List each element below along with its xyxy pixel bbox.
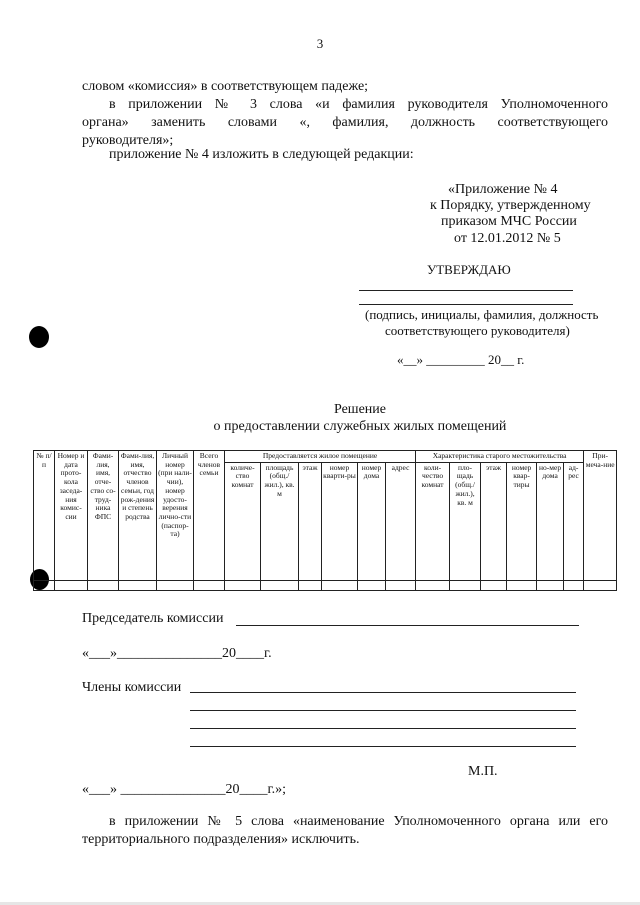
appendix-line-3: приказом МЧС России	[441, 214, 577, 229]
chairman-label: Председатель комиссии	[82, 611, 224, 626]
closing-line-1: в приложении № 5 слова «наименование Уполномоченного органа или его	[109, 814, 608, 829]
col-header-protocol: Номер и дата прото-кола заседа-ния комис-сии	[55, 451, 88, 581]
decision-title: Решение	[333, 402, 386, 417]
page-number: 3	[316, 36, 324, 51]
intro-line-5: приложение № 4 изложить в следующей редакции:	[109, 147, 414, 162]
col-header-family-total: Всего членов семьи	[194, 451, 225, 581]
intro-line-4: руководителя»;	[82, 133, 174, 148]
intro-line-3: органа» заменить словами «, фамилия, должность соответствующего	[82, 115, 608, 130]
col-header-old-area: пло-щадь (общ./ жил.), кв. м	[450, 462, 481, 580]
group-header-new-housing: Предоставляется жилое помещение	[225, 451, 416, 463]
intro-line-2: в приложении № 3 слова «и фамилия руководителя Уполномоченного	[109, 97, 608, 112]
signature-line-2	[359, 304, 573, 305]
decision-subtitle: о предоставлении служебных жилых помещений	[213, 419, 507, 434]
stamp-place-label: М.П.	[468, 764, 498, 779]
approval-caption-2: соответствующего руководителя)	[385, 323, 570, 338]
member-signature-line-1	[190, 692, 576, 693]
appendix-line-1: «Приложение № 4	[448, 182, 558, 197]
col-header-old-apartment: номер квар-тиры	[507, 462, 537, 580]
closing-line-2: территориального подразделения» исключить.	[82, 832, 360, 847]
approval-date: «__» _________ 20__ г.	[397, 352, 525, 367]
col-header-employee: Фами-лия, имя, отче-ство со-труд-ника ФПС	[88, 451, 119, 581]
col-header-new-area: площадь (общ./ жил.), кв. м	[261, 462, 299, 580]
col-header-old-floor: этаж	[481, 462, 507, 580]
col-header-old-house: но-мер дома	[537, 462, 564, 580]
members-label: Члены комиссии	[82, 680, 182, 695]
col-header-family: Фами-лия, имя, отчество членов семьи, год рож-дения и степень родства	[119, 451, 157, 581]
signature-line-1	[359, 290, 573, 291]
col-header-new-floor: этаж	[299, 462, 322, 580]
col-header-number: № п/п	[34, 451, 55, 581]
appendix-line-2: к Порядку, утвержденному	[430, 198, 591, 213]
appendix-line-4: от 12.01.2012 № 5	[454, 231, 561, 246]
table-row	[34, 580, 617, 590]
member-signature-line-2	[190, 710, 576, 711]
col-header-old-address: ад-рес	[564, 462, 584, 580]
col-header-new-house: номер дома	[358, 462, 386, 580]
col-header-old-rooms: коли-чество комнат	[416, 462, 450, 580]
chairman-date: «___»_______________20____г.	[82, 646, 272, 661]
col-header-note: При-меча-ние	[584, 451, 617, 581]
final-date: «___» _______________20____г.»;	[82, 782, 287, 797]
member-signature-line-3	[190, 728, 576, 729]
col-header-new-apartment: номер кварти-ры	[322, 462, 358, 580]
approval-caption-1: (подпись, инициалы, фамилия, должность	[365, 307, 599, 322]
col-header-personal-number: Личный номер (при нали-чии), номер удосто-верения лично-сти (паспор-та)	[157, 451, 194, 581]
col-header-new-address: адрес	[386, 462, 416, 580]
col-header-new-rooms: количе-ство комнат	[225, 462, 261, 580]
approval-title: УТВЕРЖДАЮ	[427, 262, 511, 277]
member-signature-line-4	[190, 746, 576, 747]
group-header-old-residence: Характеристика старого местожительства	[416, 451, 584, 463]
intro-line-1: словом «комиссия» в соответствующем падеже;	[82, 79, 369, 94]
decision-table	[33, 450, 617, 591]
chairman-signature-line	[236, 625, 579, 626]
punch-hole-mark	[29, 326, 49, 348]
